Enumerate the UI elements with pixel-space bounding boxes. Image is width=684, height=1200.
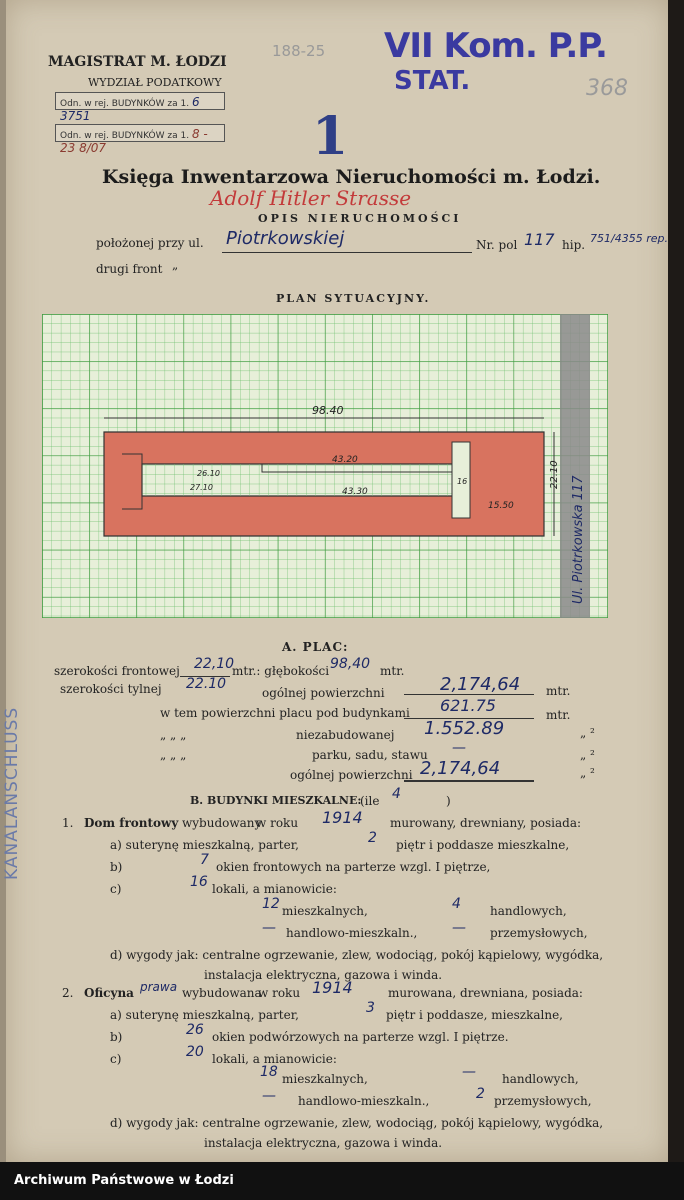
wydzial-heading: WYDZIAŁ PODATKOWY bbox=[88, 76, 222, 89]
pencil-note-right: 368 bbox=[586, 76, 628, 101]
opis-heading: OPIS NIERUCHOMOŚCI bbox=[258, 212, 462, 225]
b2-material: murowana, drewniana, posiada: bbox=[388, 986, 583, 1000]
document-title: Księga Inwentarzowa Nieruchomości m. Łodzi. bbox=[102, 166, 601, 188]
dim-d: 16 bbox=[457, 477, 468, 486]
b1-p: przemysłowych, bbox=[490, 926, 588, 940]
a-row1-label1: szerokości frontowej bbox=[54, 664, 180, 678]
stamp2-text: Odn. w rej. BUDYNKÓW za 1. bbox=[60, 131, 190, 141]
b1-d: d) wygody jak: centralne ogrzewanie, zlew, wodociąg, pokój kąpielowy, wygódka, bbox=[110, 948, 604, 962]
b1-m-value: 12 bbox=[262, 896, 280, 912]
b1-material: murowany, drewniany, posiada: bbox=[390, 816, 582, 830]
b2-a2: piętr i poddasze, mieszkalne, bbox=[386, 1008, 563, 1022]
b2-t2: w roku bbox=[258, 986, 301, 1000]
b2-p-value: 2 bbox=[476, 1086, 485, 1102]
b2-c-value: 20 bbox=[186, 1044, 204, 1060]
b2-c: c) bbox=[110, 1052, 122, 1066]
a-row3-value: 621.75 bbox=[440, 696, 496, 715]
a-row6-line bbox=[404, 780, 534, 782]
a-row4-ditto: „ „ „ bbox=[160, 728, 187, 742]
a-row2-value1: 22.10 bbox=[186, 676, 227, 692]
a-row5-label: parku, sadu, stawu bbox=[312, 748, 428, 762]
stamp2-value: 8 - 23 8/07 bbox=[60, 127, 208, 155]
dim-inner-1: 43.20 bbox=[332, 455, 358, 465]
b1-c2: lokali, a mianowicie: bbox=[212, 882, 337, 896]
archive-footer bbox=[0, 1162, 684, 1200]
b2-b-value: 26 bbox=[186, 1022, 204, 1038]
blue-stamp-stat: STAT. bbox=[394, 66, 471, 96]
red-handwritten-name: Adolf Hitler Strasse bbox=[210, 186, 412, 210]
magistrat-heading: MAGISTRAT M. ŁODZI bbox=[48, 54, 227, 70]
side-stamp: KANALANSCHLUSS bbox=[2, 706, 22, 880]
b1-c: c) bbox=[110, 882, 122, 896]
big-number: 1 bbox=[312, 106, 349, 167]
b2-year: 1914 bbox=[312, 978, 353, 997]
register-stamp-1 bbox=[55, 92, 225, 123]
hip-value: 751/4355 rep. bbox=[590, 232, 668, 245]
b2-a: a) suterynę mieszkalną, parter, bbox=[110, 1008, 299, 1022]
a-row6-value: 2,174,64 bbox=[420, 758, 501, 779]
dim-c: 15.50 bbox=[488, 501, 514, 511]
b2-type: prawa bbox=[140, 980, 178, 994]
b1-hm-value: — bbox=[262, 920, 276, 936]
b2-m: mieszkalnych, bbox=[282, 1072, 368, 1086]
section-b-close: ) bbox=[446, 794, 451, 808]
a-row6-label: ogólnej powierzchni bbox=[290, 768, 413, 782]
a-row4-label: niezabudowanej bbox=[296, 728, 395, 742]
a-row1-value1: 22,10 bbox=[194, 656, 235, 672]
a-row2-value2: 2,174,64 bbox=[440, 674, 521, 695]
b2-t1: wybudowana bbox=[182, 986, 262, 1000]
b1-b2: okien frontowych na parterze wzgl. I piętrze, bbox=[216, 860, 491, 874]
section-b-ile-value: 4 bbox=[392, 786, 401, 802]
b1-c-value: 16 bbox=[190, 874, 208, 890]
a-row5-ditto: „ „ „ bbox=[160, 748, 187, 762]
dim-inner-2: 43.30 bbox=[342, 487, 368, 497]
b1-year: 1914 bbox=[322, 808, 363, 827]
dim-b: 27.10 bbox=[190, 483, 213, 492]
a-row4-sq: „ ² bbox=[580, 726, 595, 740]
b1-t1: wybudowany bbox=[182, 816, 262, 830]
b2-hm: handlowo-mieszkaln., bbox=[298, 1094, 430, 1108]
a-row2-label3: mtr. bbox=[546, 684, 571, 698]
b2-d2: instalacja elektryczna, gazowa i winda. bbox=[204, 1136, 443, 1150]
scan-right-edge bbox=[668, 0, 684, 1162]
b1-m: mieszkalnych, bbox=[282, 904, 368, 918]
section-b-ile-label: (ile bbox=[360, 794, 380, 808]
b1-a-value: 2 bbox=[368, 830, 377, 846]
drugi-front-label: drugi front bbox=[96, 262, 163, 276]
register-stamp-2 bbox=[55, 124, 225, 155]
site-plan bbox=[42, 314, 608, 618]
b1-b-value: 7 bbox=[200, 852, 209, 868]
a-row3-label2: mtr. bbox=[546, 708, 571, 722]
b1-h: handlowych, bbox=[490, 904, 567, 918]
ditto-drugi: „ bbox=[172, 258, 179, 272]
a-row6-sq: „ ² bbox=[580, 766, 595, 780]
b2-d: d) wygody jak: centralne ogrzewanie, zlew, wodociąg, pokój kąpielowy, wygódka, bbox=[110, 1116, 604, 1130]
section-a-title: A. PLAC: bbox=[282, 640, 349, 654]
b2-h: handlowych, bbox=[502, 1072, 579, 1086]
b1-t2: w roku bbox=[256, 816, 299, 830]
a-row2-label1: szerokości tylnej bbox=[60, 682, 162, 696]
archive-label: Archiwum Państwowe w Łodzi bbox=[14, 1173, 234, 1188]
street-line bbox=[222, 252, 472, 253]
b1-a2: piętr i poddasze mieszkalne, bbox=[396, 838, 570, 852]
b2-m-value: 18 bbox=[260, 1064, 278, 1080]
pencil-note-top: 188-25 bbox=[272, 42, 326, 60]
a-row5-value: — bbox=[452, 740, 466, 756]
a-row4-value: 1.552.89 bbox=[424, 718, 505, 739]
section-b-title: B. BUDYNKI MIESZKALNE: bbox=[190, 794, 362, 807]
a-row1-label3: mtr. bbox=[380, 664, 405, 678]
b2-p: przemysłowych, bbox=[494, 1094, 592, 1108]
b1-number: 1. bbox=[62, 816, 74, 830]
a-row3-label: w tem powierzchni placu pod budynkami bbox=[160, 706, 410, 720]
a-row1-label2: mtr.: głębokości bbox=[232, 664, 330, 678]
b1-label: Dom frontowy bbox=[84, 816, 179, 830]
dim-length: 98.40 bbox=[312, 404, 344, 417]
b2-c2: lokali, a mianowicie: bbox=[212, 1052, 337, 1066]
street-value: Piotrkowskiej bbox=[226, 228, 345, 249]
a-row2-label2: ogólnej powierzchni bbox=[262, 686, 385, 700]
hip-label: hip. bbox=[562, 238, 586, 252]
b1-d2: instalacja elektryczna, gazowa i winda. bbox=[204, 968, 443, 982]
b2-h-value: — bbox=[462, 1064, 476, 1080]
b1-a: a) suterynę mieszkalną, parter, bbox=[110, 838, 299, 852]
blue-stamp-kom: VII Kom. P.P. bbox=[384, 26, 607, 66]
b2-a-value: 3 bbox=[366, 1000, 375, 1016]
b1-b: b) bbox=[110, 860, 123, 874]
dim-a: 26.10 bbox=[197, 469, 220, 478]
a-row1-value2: 98,40 bbox=[330, 656, 371, 672]
b1-hm: handlowo-mieszkaln., bbox=[286, 926, 418, 940]
b2-b: b) bbox=[110, 1030, 123, 1044]
stamp1-text: Odn. w rej. BUDYNKÓW za 1. bbox=[60, 99, 190, 109]
street-label: Ul. Piotrkowska 117 bbox=[571, 475, 586, 604]
dim-width: 22.10 bbox=[549, 460, 560, 489]
polozonej-label: położonej przy ul. bbox=[96, 236, 204, 250]
b1-h-value: 4 bbox=[452, 896, 461, 912]
nr-pol-value: 117 bbox=[524, 230, 555, 249]
b1-p-value: — bbox=[452, 920, 466, 936]
a-row5-sq: „ ² bbox=[580, 748, 595, 762]
b2-hm-value: — bbox=[262, 1088, 276, 1104]
plan-title: PLAN SYTUACYJNY. bbox=[276, 292, 431, 305]
b2-label: Oficyna bbox=[84, 986, 134, 1000]
b2-number: 2. bbox=[62, 986, 74, 1000]
nr-pol-label: Nr. pol bbox=[476, 238, 518, 252]
b2-b2: okien podwórzowych na parterze wzgl. I piętrze. bbox=[212, 1030, 509, 1044]
stamp1-value: 6 3751 bbox=[60, 95, 200, 123]
a-row2-line bbox=[404, 694, 534, 695]
